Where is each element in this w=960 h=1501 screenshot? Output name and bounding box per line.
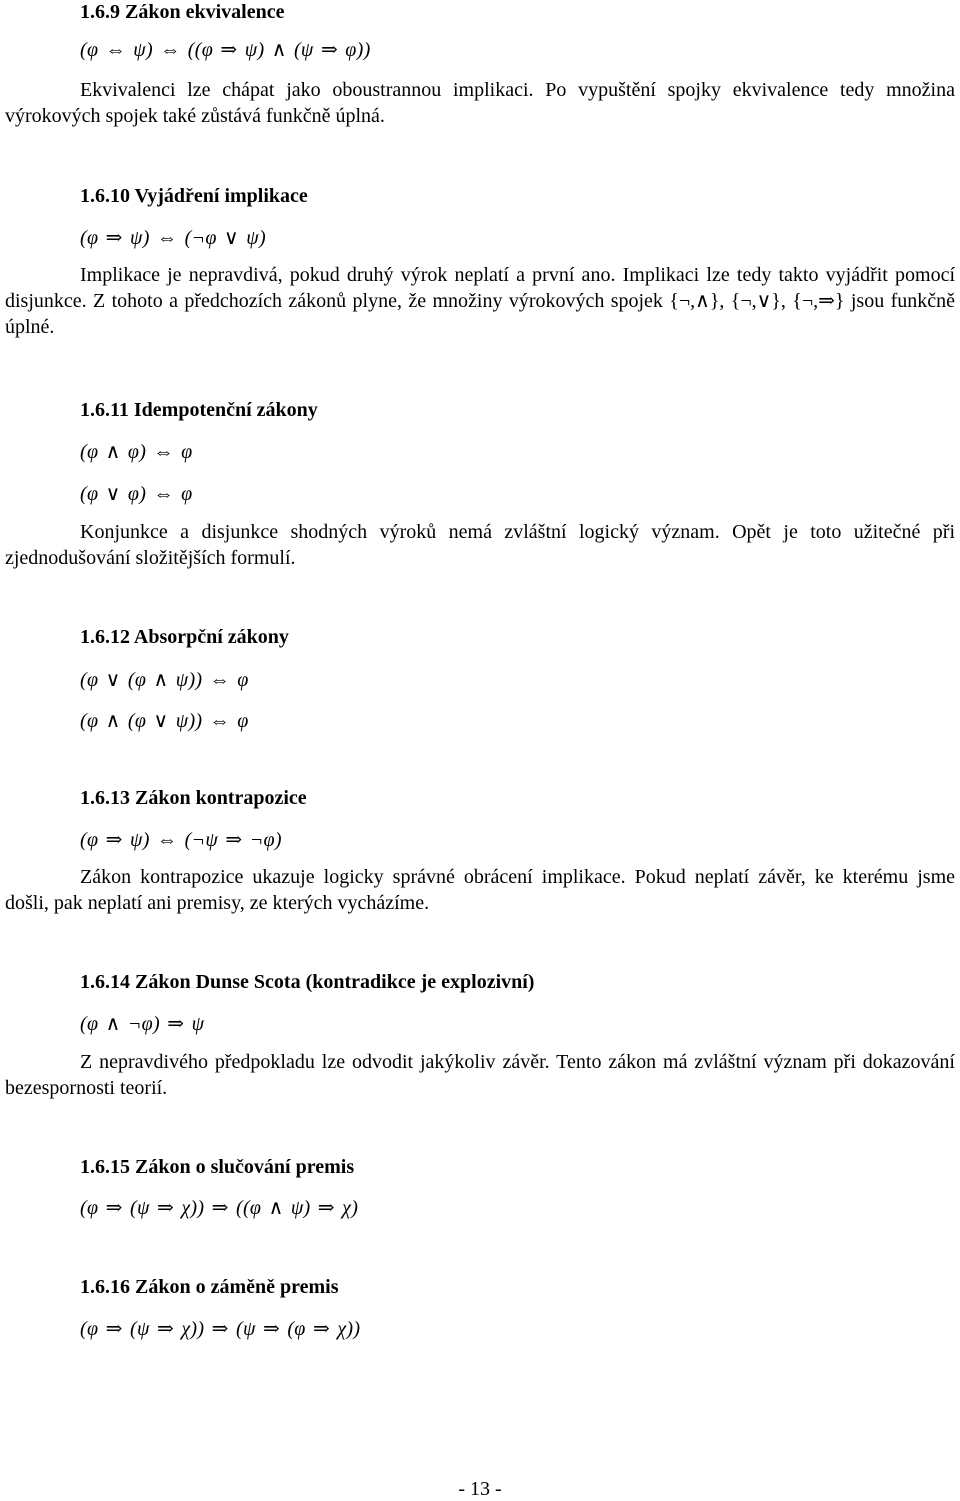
formula-contraposition: (φ ⇒ ψ) ⇔ (¬ψ ⇒ ¬φ) xyxy=(80,829,282,851)
formula-implication: (φ ⇒ ψ) ⇔ (¬φ ∨ ψ) xyxy=(80,227,266,249)
formula-premise-merging: (φ ⇒ (ψ ⇒ χ)) ⇒ ((φ ∧ ψ) ⇒ χ) xyxy=(80,1197,359,1219)
section-heading-1-6-13: 1.6.13 Zákon kontrapozice xyxy=(80,787,307,809)
section-heading-1-6-14: 1.6.14 Zákon Dunse Scota (kontradikce je explozivní) xyxy=(80,971,535,993)
formula-duns-scotus: (φ ∧ ¬φ) ⇒ ψ xyxy=(80,1013,205,1035)
section-heading-1-6-12: 1.6.12 Absorpční zákony xyxy=(80,626,289,648)
section-heading-1-6-16: 1.6.16 Zákon o záměně premis xyxy=(80,1276,339,1298)
section-heading-1-6-9: 1.6.9 Zákon ekvivalence xyxy=(80,1,285,23)
formula-equivalence: (φ ⇔ ψ) ⇔ ((φ ⇒ ψ) ∧ (ψ ⇒ φ)) xyxy=(80,39,371,61)
section-heading-1-6-10: 1.6.10 Vyjádření implikace xyxy=(80,185,308,207)
formula-idempotence-and: (φ ∧ φ) ⇔ φ xyxy=(80,441,193,463)
paragraph-contraposition: Zákon kontrapozice ukazuje logicky správné obrácení implikace. Pokud neplatí závěr, ke kterému jsme došli, pak neplatí ani premisy, ze kterých vycházíme. xyxy=(5,866,955,914)
paragraph-equivalence: Ekvivalenci lze chápat jako oboustrannou implikaci. Po vypuštění spojky ekvivalence tedy množina výrokových spojek také zůstává funkčně úplná. xyxy=(5,79,955,127)
section-heading-1-6-11: 1.6.11 Idempotenční zákony xyxy=(80,399,318,421)
paragraph-duns-scotus: Z nepravdivého předpokladu lze odvodit jakýkoliv závěr. Tento zákon má zvláštní význam při dokazování bezespornosti teorií. xyxy=(5,1051,955,1099)
section-heading-1-6-15: 1.6.15 Zákon o slučování premis xyxy=(80,1156,355,1178)
page-number: - 13 - xyxy=(458,1478,502,1500)
formula-idempotence-or: (φ ∨ φ) ⇔ φ xyxy=(80,483,193,505)
paragraph-idempotence: Konjunkce a disjunkce shodných výroků nemá zvláštní logický význam. Opět je toto užitečné při zjednodušování složitějších formulí. xyxy=(5,521,955,569)
formula-premise-exchange: (φ ⇒ (ψ ⇒ χ)) ⇒ (ψ ⇒ (φ ⇒ χ)) xyxy=(80,1318,361,1340)
paragraph-implication: Implikace je nepravdivá, pokud druhý výrok neplatí a první ano. Implikaci lze tedy takto vyjádřit pomocí disjunkce. Z tohoto a předchozích zákonů plyne, že množiny výrokových spojek {¬,∧}, {¬,∨}, {¬,⇒} jsou funkčně úplné. xyxy=(5,264,955,338)
formula-absorption-and: (φ ∧ (φ ∨ ψ)) ⇔ φ xyxy=(80,710,249,732)
formula-absorption-or: (φ ∨ (φ ∧ ψ)) ⇔ φ xyxy=(80,669,249,691)
